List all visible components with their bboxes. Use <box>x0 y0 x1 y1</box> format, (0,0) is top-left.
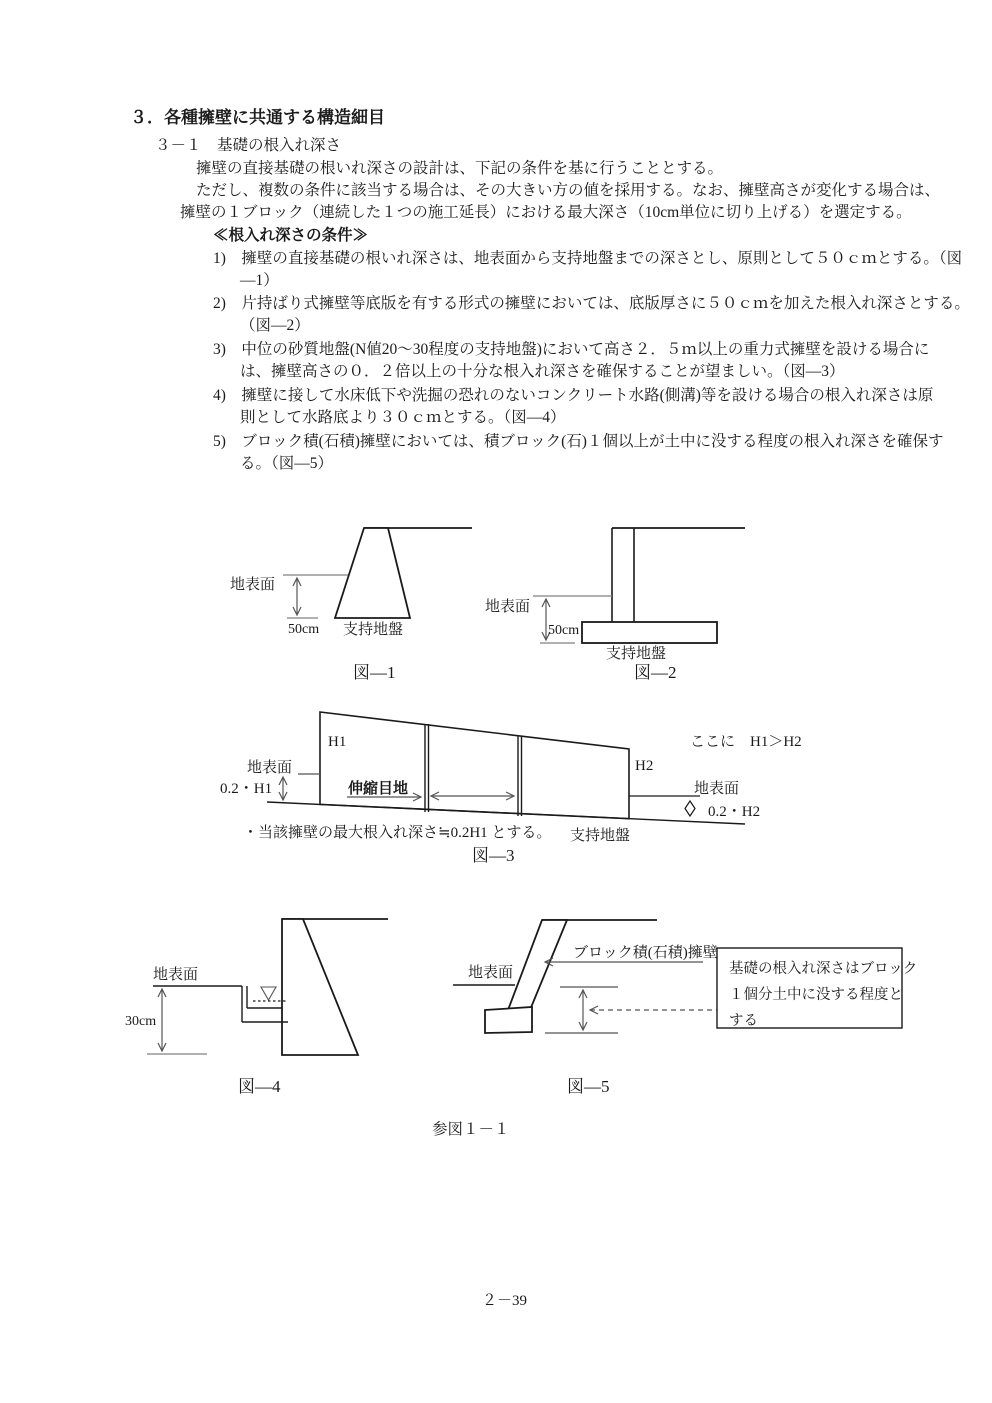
section-subheading: ３－１ 基礎の根入れ深さ <box>155 137 342 154</box>
fig3-joint-label: 伸縮目地 <box>348 781 409 797</box>
fig3-h1-label: H1 <box>328 734 347 750</box>
fig1-dimension-label: 50cm <box>288 622 320 637</box>
fig4-dimension-label: 30cm <box>125 1014 157 1029</box>
page-number: ２－39 <box>482 1293 528 1309</box>
fig1-bearing-label: 支持地盤 <box>343 622 404 638</box>
fig5-group <box>453 920 917 1096</box>
fig4-group <box>125 919 388 1096</box>
fig5-ground-label: 地表面 <box>468 965 514 981</box>
fig1-gravity-wall-shape <box>335 528 410 618</box>
condition-item-5-line-1: 5) ブロック積(石積)擁壁においては、積ブロック(石)１個以上が土中に没する程度の根入れ深さを確保す <box>213 433 944 450</box>
page-heading: ３．各種擁壁に共通する構造細目 <box>130 108 385 127</box>
fig5-note-line-3: する <box>729 1013 758 1029</box>
fig4-caption: 図―4 <box>238 1077 281 1096</box>
fig3-note-label: ここに H1＞H2 <box>690 734 802 750</box>
fig3-caption: 図―3 <box>472 846 515 865</box>
fig2-caption: 図―2 <box>634 663 677 682</box>
reference-figure-caption: 参図１－１ <box>432 1121 510 1138</box>
fig3-dim-right-label: 0.2・H2 <box>708 804 761 820</box>
intro-line-1: 擁壁の直接基礎の根いれ深さの設計は、下記の条件を基に行うこととする。 <box>196 160 724 177</box>
condition-item-2-line-1: 2) 片持ばり式擁壁等底版を有する形式の擁壁においては、底版厚さに５０ｃｍを加えた根入れ深さとする。 <box>213 295 970 312</box>
fig5-wall-type-label: ブロック積(石積)擁壁 <box>573 945 718 961</box>
condition-item-4-line-2: 則として水路底より３０ｃｍとする。（図―4） <box>240 409 566 426</box>
fig2-footing-shape <box>582 622 717 643</box>
fig3-ground-left-label: 地表面 <box>247 760 293 776</box>
fig4-ground-label: 地表面 <box>153 967 199 983</box>
fig3-group <box>220 712 802 865</box>
condition-item-3-line-2: は、擁壁高さの０．２倍以上の十分な根入れ深さを確保することが望ましい。（図―3） <box>240 363 845 380</box>
fig3-diamond-dimension-mark <box>685 801 695 816</box>
fig4-water-level-icon <box>261 987 276 1000</box>
fig4-wall-shape <box>282 919 358 1055</box>
fig1-group <box>230 528 472 682</box>
fig2-group <box>485 528 745 682</box>
condition-item-2-line-2: （図―2） <box>240 317 310 334</box>
fig5-caption: 図―5 <box>567 1077 610 1096</box>
intro-line-3: 擁壁の１ブロック（連続した１つの施工延長）における最大深さ（10cm単位に切り上げる）を選定する。 <box>180 204 912 221</box>
fig5-foundation-block-shape <box>485 1007 532 1033</box>
fig3-dim-left-label: 0.2・H1 <box>220 781 273 797</box>
fig1-ground-label: 地表面 <box>230 577 276 593</box>
condition-item-1-line-1: 1) 擁壁の直接基礎の根いれ深さは、地表面から支持地盤までの深さとし、原則として５０ｃｍとする。（図 <box>213 250 963 267</box>
fig3-bearing-label: 支持地盤 <box>570 828 631 844</box>
fig5-note-line-2: １個分土中に没する程度と <box>729 987 903 1003</box>
fig3-wall-shape <box>320 712 629 819</box>
fig5-block-wall-shape <box>508 920 567 1010</box>
fig3-ground-right-label: 地表面 <box>694 781 740 797</box>
intro-line-2: ただし、複数の条件に該当する場合は、その大きい方の値を採用する。なお、擁壁高さが変化する場合は、 <box>196 182 941 199</box>
conditions-title: ≪根入れ深さの条件≫ <box>213 227 369 244</box>
fig2-bearing-label: 支持地盤 <box>606 646 667 662</box>
condition-item-4-line-1: 4) 擁壁に接して水床低下や洗掘の恐れのないコンクリート水路(側溝)等を設ける場合の根入れ深さは原 <box>213 387 934 404</box>
condition-item-1-line-2: ―1） <box>240 272 279 289</box>
condition-item-5-line-2: る。（図―5） <box>240 455 334 472</box>
fig3-bullet-note: ・当該擁壁の最大根入れ深さ≒0.2H1 とする。 <box>243 825 552 841</box>
fig5-note-line-1: 基礎の根入れ深さはブロック <box>729 961 918 977</box>
fig2-dimension-label: 50cm <box>548 623 580 638</box>
fig3-h2-label: H2 <box>635 758 654 774</box>
fig2-ground-label: 地表面 <box>485 599 531 615</box>
fig1-caption: 図―1 <box>353 663 396 682</box>
condition-item-3-line-1: 3) 中位の砂質地盤(N値20～30程度の支持地盤)において高さ２．５ｍ以上の重力式擁壁を設ける場合に <box>213 341 930 358</box>
